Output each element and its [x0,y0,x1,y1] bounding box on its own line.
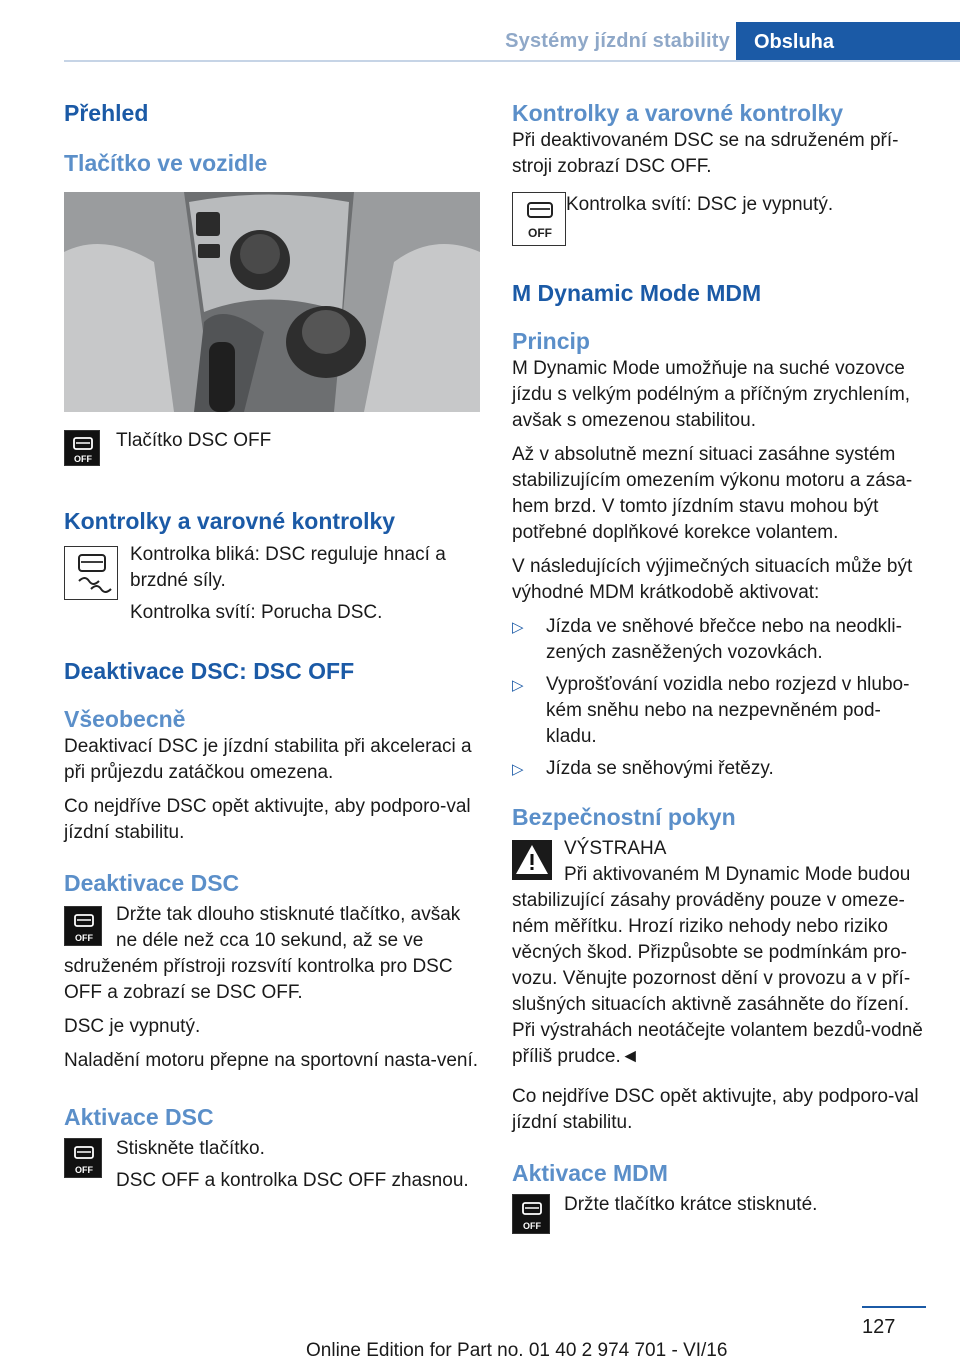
dsc-off-icon [64,906,102,946]
list-item [512,672,926,750]
heading-kontrolky-left: Kontrolky a varovné kontrolky [64,508,396,534]
off-label: OFF [75,1165,93,1175]
dsc-off-icon [64,1138,102,1178]
vseobecne-text-2: Co nejdříve DSC opět aktivujte, aby podporo‐val jízdní stabilitu. [64,796,471,843]
list-item [512,756,926,782]
kontrolky-sviti: Kontrolka svítí: Porucha DSC. [130,602,383,623]
kontrolky-off-row [512,192,926,252]
dsc-off-outline-icon [512,192,566,246]
caption-button: Tlačítko DSC OFF [116,430,272,451]
deaktivace-text: Držte tak dlouho stisknuté tlačítko, avšak ne déle než cca 10 sekund, až se ve sdruženém přístroji rozsvítí kontrolka pro DSC OFF a zobrazí se DSC OFF. [64,904,461,1003]
warning-text: Při aktivovaném M Dynamic Mode budou stabilizující zásahy prováděny pouze v omeze‐ném měřítku. Hrozí riziko nehody nebo riziko věcných škod. Přizpůsobte se podmínkám pro‐vozu. Věnujte pozornost dění v provozu a v pří‐slušných situacích aktivně zasáhněte do řízení. Při výstrahách neotáčejte volantem bezdů‐vodně příliš prudce.◄ [512,864,923,1067]
deaktivace-block [64,902,480,1006]
right-column [512,98,926,1236]
console-photo [64,192,480,412]
warning-title: VÝSTRAHA [564,838,667,859]
aktivace-row [64,1136,480,1194]
footer-rule [862,1306,926,1308]
button-caption-row [64,428,480,472]
kontrolky-blika: Kontrolka bliká: DSC reguluje hnací a brzdné síly. [130,544,446,591]
page-number: 127 [862,1316,896,1338]
heading-princip: Princip [512,328,590,354]
left-column [64,98,480,1194]
situations-list [512,614,926,782]
vseobecne-text-1: Deaktivací DSC je jízdní stabilita při akceleraci a při průjezdu zatáčkou omezena. [64,736,472,783]
heading-bezpecnost: Bezpečnostní pokyn [512,804,736,830]
princip-text-1: M Dynamic Mode umožňuje na suché vozovce jízdu s velkým podélným a příčným zrychlením, avšak s omezenou stabilitou. [512,358,911,431]
edition-footer: Online Edition for Part no. 01 40 2 974 701 - VI/16 [306,1340,728,1361]
off-label: OFF [528,226,552,240]
heading-vseobecne: Všeobecně [64,706,186,732]
header-chapter-tab: Obsluha [736,22,960,62]
heading-prehled: Přehled [64,100,149,126]
heading-aktivace-mdm: Aktivace MDM [512,1160,668,1186]
deaktivace-text-2: DSC je vypnutý. [64,1016,201,1037]
heading-deaktivace: Deaktivace DSC: DSC OFF [64,658,355,684]
skid-warning-icon [64,546,118,600]
kontrolky-intro: Při deaktivovaném DSC se na sdruženém pří‐stroji zobrazí DSC OFF. [512,130,899,177]
aktivace-text-2: DSC OFF a kontrolka DSC OFF zhasnou. [116,1170,469,1191]
triangle-bullet-icon: ▷ [512,761,524,778]
header-section-title: Systémy jízdní stability [505,30,730,52]
heading-tlacitko: Tlačítko ve vozidle [64,150,268,176]
deaktivace-text-3: Naladění motoru přepne na sportovní nasta‐vení. [64,1050,479,1071]
header-rule [64,60,960,62]
kontrolky-row [64,542,480,626]
after-warning-text: Co nejdříve DSC opět aktivujte, aby podporo‐val jízdní stabilitu. [512,1086,919,1133]
warning-block [512,836,926,1070]
aktivace-mdm-row [512,1192,926,1236]
aktivace-text-1: Stiskněte tlačítko. [116,1138,265,1159]
aktivace-mdm-text: Držte tlačítko krátce stisknuté. [564,1194,818,1215]
heading-deaktivace-dsc: Deaktivace DSC [64,870,240,896]
list-item [512,614,926,666]
triangle-bullet-icon: ▷ [512,619,524,636]
dsc-off-icon [64,430,100,466]
off-label: OFF [75,933,93,943]
heading-aktivace: Aktivace DSC [64,1104,214,1130]
heading-mdm: M Dynamic Mode MDM [512,280,762,306]
heading-kontrolky-right: Kontrolky a varovné kontrolky [512,100,844,126]
kontrolky-off-text: Kontrolka svítí: DSC je vypnutý. [566,194,834,215]
off-label: OFF [74,454,92,464]
princip-text-3: V následujících výjimečných situacích může být výhodné MDM krátkodobě aktivovat: [512,556,913,603]
list-item-text: Jízda ve sněhové břečce nebo na neodkli‐zených zasněžených vozovkách. [546,616,902,663]
triangle-bullet-icon: ▷ [512,677,524,694]
off-label: OFF [523,1221,541,1231]
warning-triangle-icon [512,840,552,880]
list-item-text: Vyprošťování vozidla nebo rozjezd v hlubo‐kém sněhu nebo na nezpevněném pod‐kladu. [546,674,910,747]
princip-text-2: Až v absolutně mezní situaci zasáhne systém stabilizujícím omezením výkonu motoru a zása‐hem brzd. V tomto jízdním stavu mohou být potřebné doplňkové korekce volantem. [512,444,913,543]
dsc-off-icon [512,1194,550,1234]
list-item-text: Jízda se sněhovými řetězy. [546,758,774,779]
